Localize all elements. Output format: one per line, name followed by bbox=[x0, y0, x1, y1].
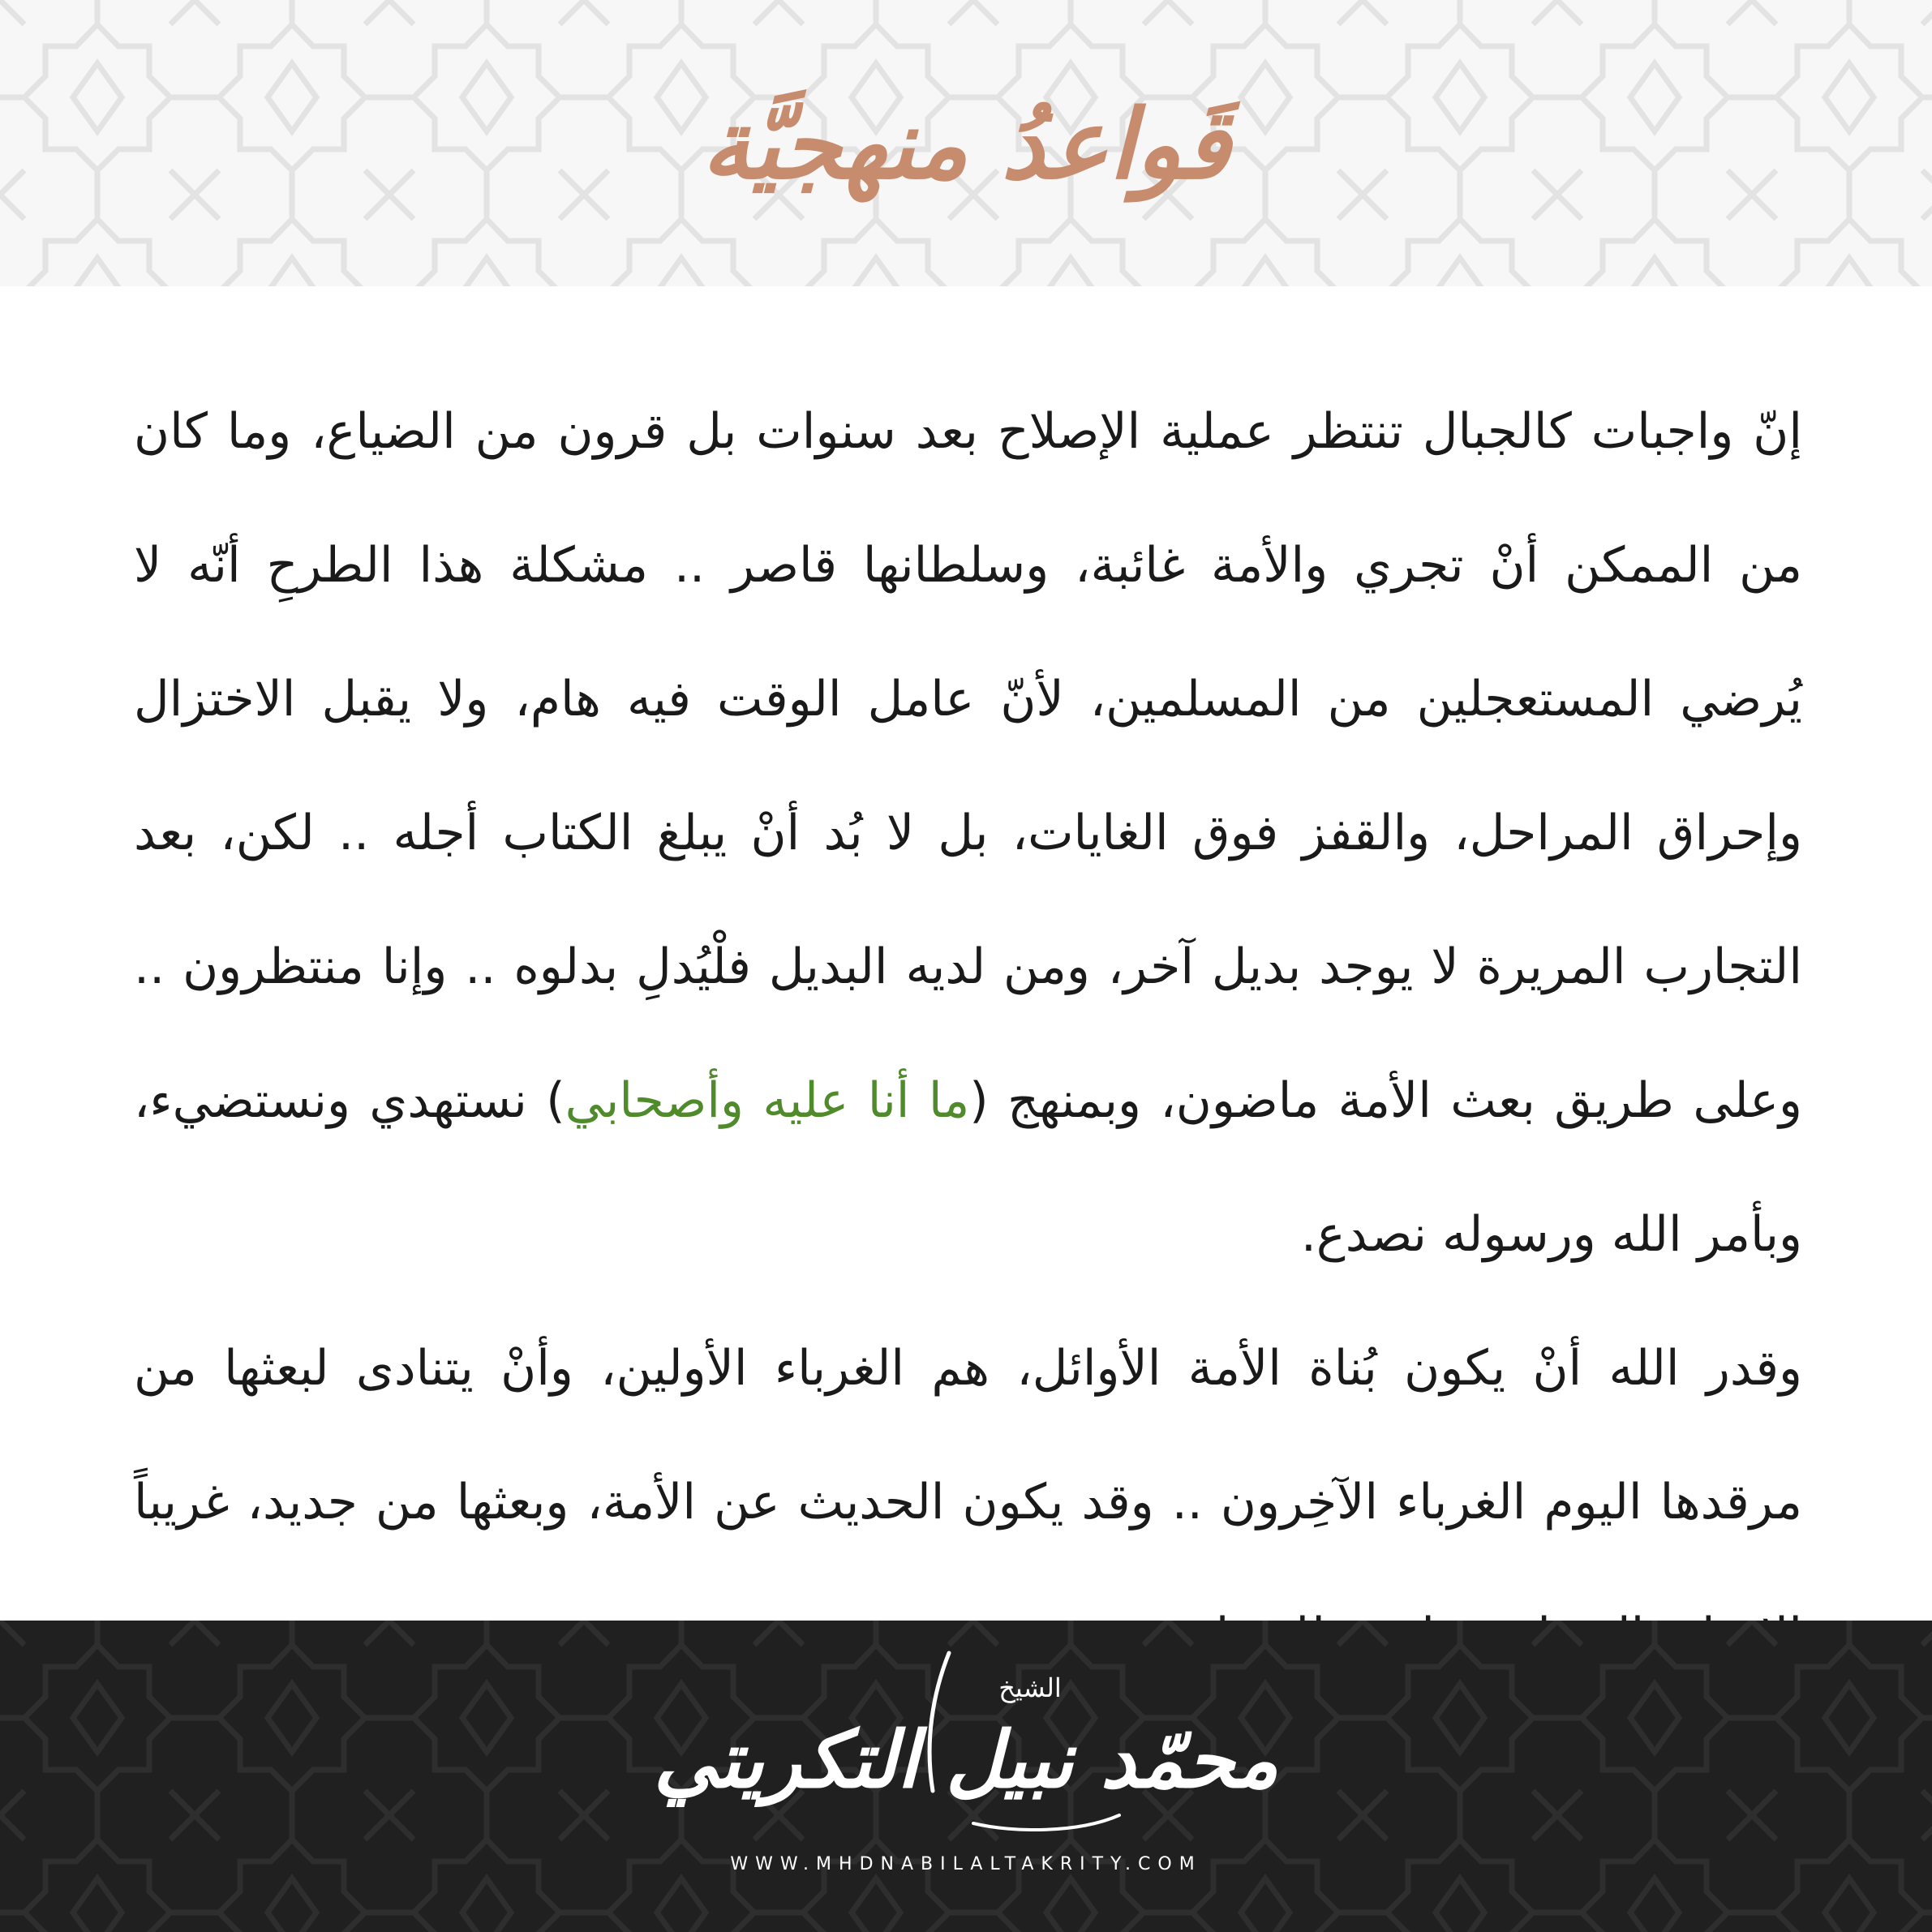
header-band bbox=[0, 0, 1932, 286]
highlighted-phrase: ما أنا عليه وأصحابي bbox=[565, 1072, 970, 1129]
paragraph-2: وقدر الله أنْ يكون بُناة الأمة الأوائل، هم الغرباء الأولين، وأنْ يتنادى لبعثها من مرقدها اليوم الغرباء الآخِرون .. وقد يكون الحديث عن الأمة، وبعثها من جديد، غريباً bbox=[134, 1340, 1802, 1531]
signature-name: محمّد نبيل التكريتي bbox=[653, 1714, 1279, 1805]
paragraph-1-ending: ) نستهدي ونستضيء، وبأمر الله ورسوله نصدع. bbox=[134, 1072, 1802, 1263]
paragraph-1 bbox=[134, 365, 1802, 1302]
website-url: WWW.MHDNABILALTAKRITY.COM bbox=[730, 1854, 1202, 1874]
footer-band bbox=[0, 1621, 1932, 1932]
page-title: قَواعدُ منهجيَّة bbox=[702, 88, 1230, 200]
article-body bbox=[134, 365, 1802, 1703]
paragraph-1-text: إنّ واجبات كالجبال تنتظر عملية الإصلاح بعد سنوات بل قرون من الضياع، وما كان من الممكن أنْ تجري والأمة غائبة، وسلطانها قاصر .. مشكلة هذا الطرحِ أنّه لا يُرضي المستعجلين من المسلمين، لأنّ عامل الوقت فيه هام، ولا يقبل الاختزال وإحراق المراحل، والقفز فوق الغايات، بل لا بُد أنْ يبلغ الكتاب أجله .. لكن، بعد التجارب المريرة لا يوجد بديل آخر، ومن لديه البديل فلْيُدلِ بدلوه .. وإنا منتظرون .. وعلى طريق بعث الأمة ماضون، وبمنهج ( bbox=[134, 403, 1802, 1129]
signature-title: الشيخ bbox=[998, 1672, 1062, 1703]
